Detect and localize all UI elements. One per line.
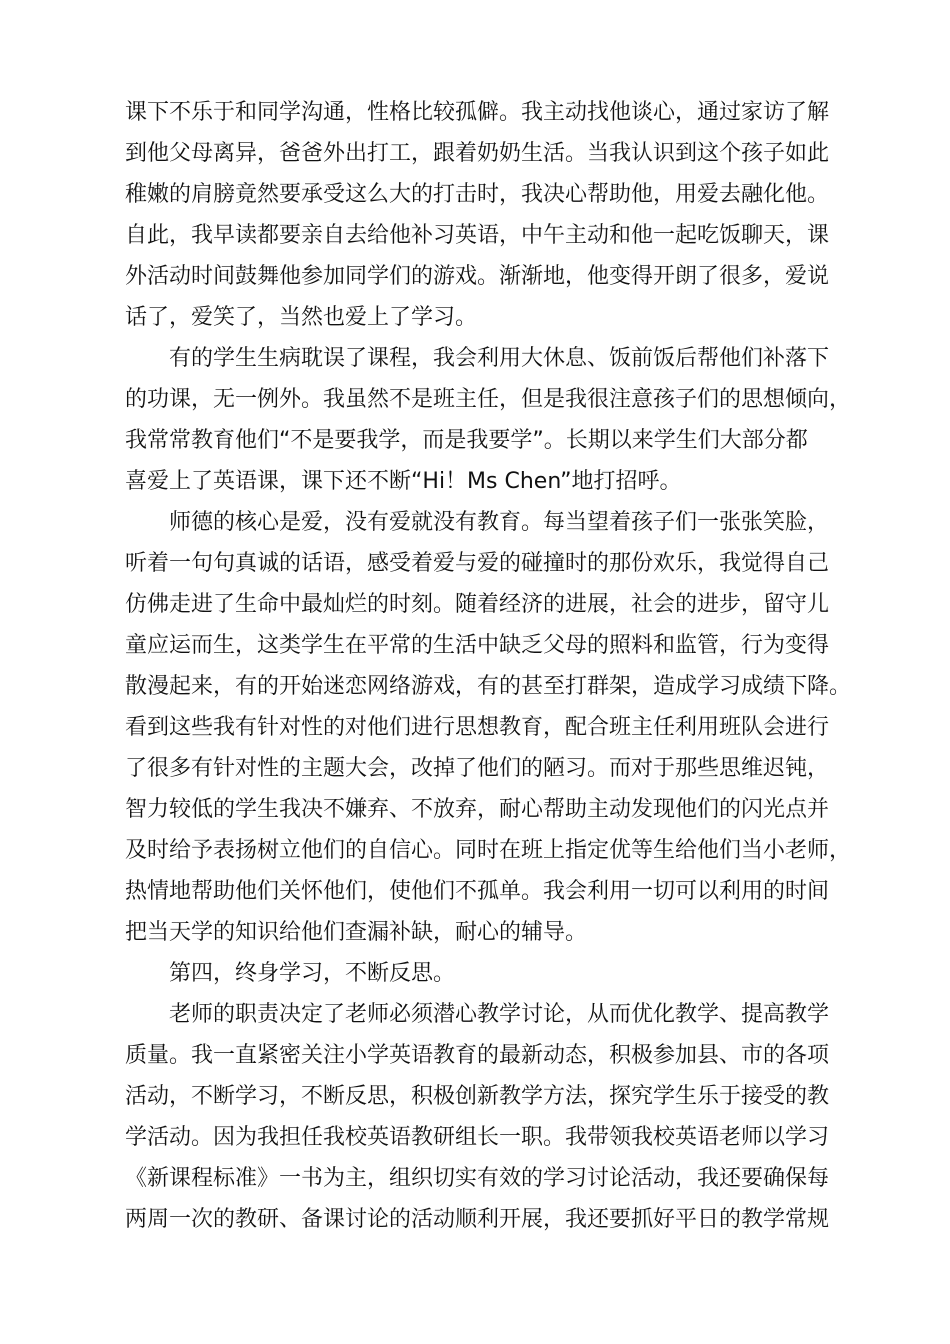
text-line: 了很多有针对性的主题大会，改掉了他们的陋习。而对于那些思维迟钝， — [125, 756, 830, 781]
body-text — [125, 92, 877, 1240]
text-line: 第四，终身学习，不断反思。 — [169, 961, 456, 986]
text-line: 把当天学的知识给他们查漏补缺，耐心的辅导。 — [125, 920, 588, 945]
text-line: 童应运而生，这类学生在平常的生活中缺乏父母的照料和监管，行为变得 — [125, 633, 830, 658]
text-line: 外活动时间鼓舞他参加同学们的游戏。渐渐地，他变得开朗了很多，爱说 — [125, 264, 830, 289]
text-line: 我常常教育他们“不是要我学，而是我要学”。长期以来学生们大部分都 — [125, 428, 808, 453]
text-line: 两周一次的教研、备课讨论的活动顺利开展，我还要抓好平日的教学常规 — [125, 1207, 830, 1232]
text-line: 热情地帮助他们关怀他们，使他们不孤单。我会利用一切可以利用的时间 — [125, 879, 830, 904]
text-line: 话了，爱笑了，当然也爱上了学习。 — [125, 305, 478, 330]
text-line: 老师的职责决定了老师必须潜心教学讨论，从而优化教学、提高教学 — [169, 1002, 830, 1027]
text-line: 师德的核心是爱，没有爱就没有教育。每当望着孩子们一张张笑脸， — [169, 510, 830, 535]
text-line: 看到这些我有针对性的对他们进行思想教育，配合班主任利用班队会进行 — [125, 715, 830, 740]
text-line: 及时给予表扬树立他们的自信心。同时在班上指定优等生给他们当小老师， — [125, 838, 852, 863]
text-line: 《新课程标准》一书为主，组织切实有效的学习讨论活动，我还要确保每 — [125, 1166, 830, 1191]
text-line: 的功课，无一例外。我虽然不是班主任，但是我很注意孩子们的思想倾向， — [125, 387, 852, 412]
text-line: 课下不乐于和同学沟通，性格比较孤僻。我主动找他谈心，通过家访了解 — [125, 100, 830, 125]
text-line: 散漫起来，有的开始迷恋网络游戏，有的甚至打群架，造成学习成绩下降。 — [125, 674, 852, 699]
text-line: 有的学生生病耽误了课程，我会利用大休息、饭前饭后帮他们补落下 — [169, 346, 830, 371]
text-line: 到他父母离异，爸爸外出打工，跟着奶奶生活。当我认识到这个孩子如此 — [125, 141, 830, 166]
text-line: 智力较低的学生我决不嫌弃、不放弃，耐心帮助主动发现他们的闪光点并 — [125, 797, 830, 822]
text-line: 自此，我早读都要亲自去给他补习英语，中午主动和他一起吃饭聊天，课 — [125, 223, 830, 248]
text-line: 活动，不断学习，不断反思，积极创新教学方法，探究学生乐于接受的教 — [125, 1084, 830, 1109]
text-line: 喜爱上了英语课，课下还不断“Hi！Ms Chen”地打招呼。 — [125, 469, 682, 494]
text-line: 仿佛走进了生命中最灿烂的时刻。随着经济的进展，社会的进步，留守儿 — [125, 592, 830, 617]
text-line: 质量。我一直紧密关注小学英语教育的最新动态，积极参加县、市的各项 — [125, 1043, 830, 1068]
text-line: 稚嫩的肩膀竟然要承受这么大的打击时，我决心帮助他，用爱去融化他。 — [125, 182, 830, 207]
text-line: 学活动。因为我担任我校英语教研组长一职。我带领我校英语老师以学习 — [125, 1125, 830, 1150]
text-line: 听着一句句真诚的话语，感受着爱与爱的碰撞时的那份欢乐，我觉得自己 — [125, 551, 830, 576]
